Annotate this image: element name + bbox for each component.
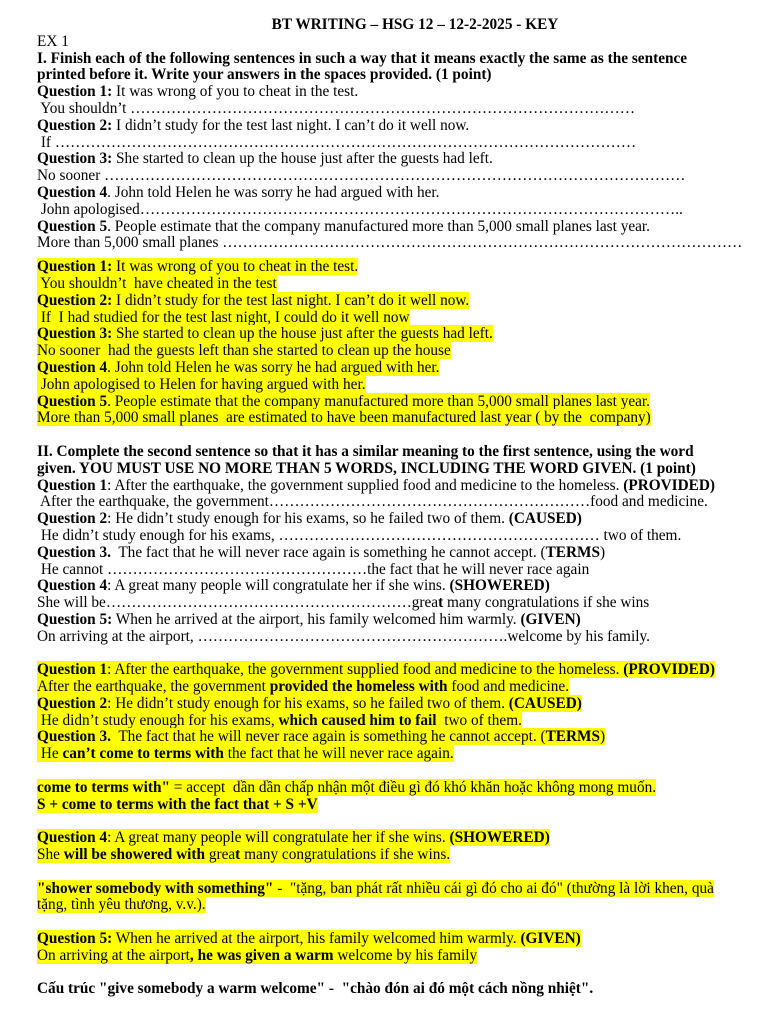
- text-run: grea: [205, 846, 236, 864]
- part-1-question-3-answer-blank: [37, 168, 768, 185]
- text-run: : A great many people will congratulate her if she wins.: [107, 577, 450, 595]
- line-text: [37, 611, 581, 628]
- part-2-key-usage-note: [37, 981, 768, 998]
- text-run: ): [600, 728, 606, 746]
- highlighted-text: [37, 661, 715, 678]
- highlighted-text: [37, 712, 522, 729]
- part-2-key-answer: [37, 713, 768, 730]
- part-1-question-3: [37, 151, 768, 168]
- part-1-question-4: [37, 185, 768, 202]
- part-2-question-5: [37, 612, 768, 629]
- text-run: . People estimate that the company manufactured more than 5,000 small planes last year.: [107, 217, 650, 235]
- line-text: [37, 510, 582, 527]
- text-run: After the earthquake, the government………………………………………………………food and medicine.: [37, 493, 708, 511]
- highlighted-text: [37, 829, 550, 846]
- part-1-key-answer-3: [37, 343, 768, 360]
- text-run: When he arrived at the airport, his family welcomed him warmly.: [112, 610, 521, 628]
- highlighted-text: [37, 846, 450, 863]
- highlighted-text: [37, 342, 451, 359]
- bold-text-run: Question 3.: [37, 543, 111, 561]
- part-2-question-4-answer-blank: [37, 595, 768, 612]
- line-text: [37, 134, 636, 151]
- part-2-key-question: [37, 729, 768, 746]
- text-run: When he arrived at the airport, his family welcomed him warmly.: [112, 930, 521, 948]
- text-run: On arriving at the airport: [37, 946, 190, 964]
- part-1-exercise-section: [37, 51, 768, 253]
- part-2-key-answer: [37, 948, 768, 965]
- part-1-answer-key: [37, 259, 768, 427]
- text-run: I didn’t study for the test last night. I can’t do it well now.: [112, 116, 470, 134]
- text-run: More than 5,000 small planes …………………………………………………………………………………………: [37, 234, 743, 252]
- part-2-key-answer: [37, 847, 768, 864]
- line-text: [37, 980, 593, 997]
- part-1-key-answer-4: [37, 377, 768, 394]
- part-2-key-answer: [37, 679, 768, 696]
- text-run: : A great many people will congratulate her if she wins.: [107, 829, 450, 847]
- document-title: BT WRITING – HSG 12 – 12-2-2025 - KEY: [271, 16, 559, 33]
- line-text: [37, 218, 650, 235]
- bold-text-run: given. YOU MUST USE NO MORE THAN 5 WORDS, INCLUDING THE WORD GIVEN. (1 point): [37, 459, 696, 477]
- part-2-key-note-line: [37, 897, 768, 914]
- part-1-instruction-line: [37, 51, 768, 68]
- bold-text-run: Question 5: [37, 392, 108, 410]
- line-text: [37, 493, 708, 510]
- part-1-key-answer-5: [37, 410, 768, 427]
- bold-text-run: I. Finish each of the following sentences in such a way that it means exactly the same as the sentence: [37, 49, 688, 67]
- bold-text-run: TERMS: [545, 543, 601, 561]
- part-1-instruction: [37, 51, 768, 85]
- bold-text-run: "shower somebody with something": [37, 879, 274, 897]
- part-2-instruction: [37, 444, 768, 478]
- text-run: : After the earthquake, the government supplied food and medicine to the homeless.: [107, 661, 624, 679]
- highlighted-text: [37, 292, 469, 309]
- line-text: [37, 66, 492, 83]
- bold-text-run: Question 4: [37, 577, 108, 595]
- line-text: [37, 460, 696, 477]
- bold-text-run: Question 3.: [37, 728, 111, 746]
- text-run: He didn’t study enough for his exams,: [37, 711, 279, 729]
- line-text: [37, 50, 687, 67]
- bold-text-run: Question 1:: [37, 83, 113, 101]
- bold-text-run: Question 3:: [37, 150, 113, 168]
- part-2-question-1: [37, 478, 768, 495]
- bold-text-run: Question 4: [37, 183, 108, 201]
- bold-text-run: Question 5: [37, 217, 108, 235]
- text-run: She started to clean up the house just after the guests had left.: [112, 150, 493, 168]
- text-run: - "tặng, ban phát rất nhiều cái gì đó cho ai đó" (thường là lời khen, quà: [273, 879, 714, 897]
- highlighted-text: [37, 745, 454, 762]
- line-text: [37, 443, 694, 460]
- exercise-label: EX 1: [37, 32, 69, 50]
- bold-text-run: Question 1:: [37, 258, 113, 276]
- part-2-question-3-answer-blank: [37, 562, 768, 579]
- line-text: [37, 577, 550, 594]
- bold-text-run: Question 2:: [37, 116, 113, 134]
- text-run: It was wrong of you to cheat in the test.: [112, 258, 359, 276]
- bold-text-run: (PROVIDED): [623, 661, 716, 679]
- bold-text-run: (CAUSED): [508, 694, 582, 712]
- line-text: [37, 117, 469, 134]
- highlighted-text: [37, 376, 366, 393]
- highlighted-text: [37, 796, 318, 813]
- bold-text-run: Question 2: [37, 510, 108, 528]
- text-run: food and medicine.: [447, 678, 570, 696]
- text-run: After the earthquake, the government: [37, 678, 270, 696]
- bold-text-run: come to terms with": [37, 778, 170, 796]
- line-text: [37, 561, 589, 578]
- text-run: She: [37, 846, 64, 864]
- part-1-question-5: [37, 219, 768, 236]
- text-run: No sooner had the guests left than she started to clean up the house: [37, 342, 451, 360]
- bold-text-run: Cấu trúc "give somebody a warm welcome" - "chào đón ai đó một cách nồng nhiệt".: [37, 980, 594, 998]
- text-run: He cannot ……………………………………………the fact that he will never race again: [37, 560, 590, 578]
- line-text: [37, 527, 681, 544]
- text-run: : He didn’t study enough for his exams, so he failed two of them.: [107, 510, 509, 528]
- text-run: No sooner ……………………………………………………………………………………………………: [37, 167, 686, 185]
- text-run: . John told Helen he was sorry he had argued with her.: [107, 183, 440, 201]
- part-2-key-note-line: [37, 981, 768, 998]
- part-2-question-2: [37, 511, 768, 528]
- bold-text-run: TERMS: [545, 728, 601, 746]
- bold-text-run: which caused him to fail: [278, 711, 437, 729]
- bold-text-run: (SHOWERED): [449, 829, 550, 847]
- part-2-key-answer-group: [37, 830, 768, 864]
- part-1-key-question-4: [37, 360, 768, 377]
- bold-text-run: Question 3:: [37, 325, 113, 343]
- highlighted-text: [37, 896, 206, 913]
- highlighted-text: [37, 409, 651, 426]
- bold-text-run: , he was given a warm: [189, 946, 334, 964]
- bold-text-run: can’t come to terms with: [62, 745, 224, 763]
- line-text: [37, 83, 358, 100]
- text-run: many congratulations if she wins.: [240, 846, 451, 864]
- bold-text-run: Question 5:: [37, 610, 113, 628]
- highlighted-text: [37, 728, 605, 745]
- part-2-answer-key: [37, 662, 768, 998]
- text-run: If I had studied for the test last night, I could do it well now: [37, 308, 410, 326]
- bold-text-run: Question 2:: [37, 291, 113, 309]
- line-text: [37, 201, 683, 218]
- highlighted-text: [37, 930, 581, 947]
- text-run: . People estimate that the company manufactured more than 5,000 small planes last year.: [107, 392, 650, 410]
- part-2-question-3: [37, 545, 768, 562]
- part-2-key-usage-note: [37, 780, 768, 814]
- part-1-key-question-5: [37, 394, 768, 411]
- line-text: [37, 184, 439, 201]
- part-2-question-5-answer-blank: [37, 629, 768, 646]
- bold-text-run: t: [438, 594, 444, 612]
- line-text: [37, 544, 605, 561]
- text-run: She started to clean up the house just after the guests had left.: [112, 325, 493, 343]
- text-run: You shouldn’t ………………………………………………………………………………………: [37, 99, 636, 117]
- part-1-key-question-2: [37, 293, 768, 310]
- text-run: You shouldn’t have cheated in the test: [37, 274, 277, 292]
- part-1-key-answer-1: [37, 276, 768, 293]
- bold-text-run: (GIVEN): [520, 930, 581, 948]
- text-run: The fact that he will never race again is something he cannot accept. (: [110, 543, 546, 561]
- part-1-question-1-answer-blank: [37, 101, 768, 118]
- part-1-key-question-3: [37, 326, 768, 343]
- text-run: John apologised……………………………………………………………………………………………..: [37, 200, 683, 218]
- text-run: John apologised to Helen for having argued with her.: [37, 375, 366, 393]
- part-1-question-5-answer-blank: [37, 235, 768, 252]
- text-run: He didn’t study enough for his exams, ……………………………………………………… two of them.: [37, 526, 682, 544]
- part-2-key-question: [37, 696, 768, 713]
- bold-text-run: (SHOWERED): [449, 577, 550, 595]
- line-text: [37, 167, 685, 184]
- text-run: . John told Helen he was sorry he had argued with her.: [107, 358, 440, 376]
- highlighted-text: [37, 325, 493, 342]
- line-text: [37, 477, 715, 494]
- text-run: It was wrong of you to cheat in the test.: [112, 83, 359, 101]
- part-1-question-1: [37, 84, 768, 101]
- text-run: She will be……………………………………………………grea: [37, 594, 439, 612]
- part-2-key-question: [37, 830, 768, 847]
- part-2-instruction-line: [37, 444, 768, 461]
- highlighted-text: [37, 359, 439, 376]
- bold-text-run: printed before it. Write your answers in the spaces provided. (1 point): [37, 66, 492, 84]
- text-run: The fact that he will never race again is something he cannot accept. (: [110, 728, 546, 746]
- bold-text-run: Question 5:: [37, 930, 113, 948]
- text-run: two of them.: [436, 711, 522, 729]
- bold-text-run: (GIVEN): [520, 610, 581, 628]
- part-2-key-answer: [37, 746, 768, 763]
- bold-text-run: II. Complete the second sentence so that it has a similar meaning to the first sentence, using the word: [37, 442, 694, 460]
- bold-text-run: (CAUSED): [508, 510, 582, 528]
- text-run: ): [600, 543, 606, 561]
- part-2-key-note-line: [37, 797, 768, 814]
- bold-text-run: Question 4: [37, 829, 108, 847]
- highlighted-text: [37, 678, 569, 695]
- text-run: If ……………………………………………………………………………………………………: [37, 133, 637, 151]
- highlighted-text: [37, 695, 582, 712]
- highlighted-text: [37, 309, 410, 326]
- part-1-question-2: [37, 118, 768, 135]
- part-1-key-question-1: [37, 259, 768, 276]
- line-text: [37, 150, 493, 167]
- line-text: [37, 594, 649, 611]
- bold-text-run: Question 1: [37, 476, 108, 494]
- text-run: many congratulations if she wins: [443, 594, 650, 612]
- part-2-instruction-line: [37, 461, 768, 478]
- text-run: He: [37, 745, 63, 763]
- bold-text-run: t: [235, 846, 241, 864]
- text-run: : After the earthquake, the government supplied food and medicine to the homeless.: [107, 476, 624, 494]
- part-2-exercise-section: [37, 444, 768, 646]
- part-1-instruction-line: [37, 67, 768, 84]
- text-run: More than 5,000 small planes are estimated to have been manufactured last year ( by the company): [37, 409, 651, 427]
- highlighted-text: [37, 275, 277, 292]
- bold-text-run: Question 2: [37, 694, 108, 712]
- text-run: the fact that he will never race again.: [223, 745, 454, 763]
- part-1-key-answer-2: [37, 310, 768, 327]
- text-run: = accept dần dần chấp nhận một điều gì đó khó khăn hoặc không mong muốn.: [169, 778, 657, 796]
- part-2-question-1-answer-blank: [37, 494, 768, 511]
- part-2-key-answer-group: [37, 662, 768, 763]
- part-2-key-question: [37, 662, 768, 679]
- highlighted-text: [37, 258, 358, 275]
- line-text: [37, 628, 650, 645]
- bold-text-run: S + come to terms with the fact that + S +V: [37, 795, 318, 813]
- part-2-key-answer-group: [37, 931, 768, 965]
- text-run: welcome by his family: [333, 946, 478, 964]
- highlighted-text: [37, 880, 714, 897]
- line-text: [37, 234, 742, 251]
- highlighted-text: [37, 393, 650, 410]
- text-run: On arriving at the airport, …………………………………………………….welcome by his family.: [37, 627, 650, 645]
- bold-text-run: (PROVIDED): [623, 476, 716, 494]
- bold-text-run: Question 1: [37, 661, 108, 679]
- highlighted-text: [37, 947, 477, 964]
- bold-text-run: will be showered with: [63, 846, 206, 864]
- line-text: [37, 100, 635, 117]
- text-run: tặng, tình yêu thương, v.v.).: [37, 896, 206, 914]
- part-2-key-usage-note: [37, 881, 768, 915]
- bold-text-run: Question 4: [37, 358, 108, 376]
- part-2-key-question: [37, 931, 768, 948]
- bold-text-run: provided the homeless with: [269, 678, 448, 696]
- part-2-question-4: [37, 578, 768, 595]
- part-1-question-2-answer-blank: [37, 135, 768, 152]
- part-2-questions: [37, 478, 768, 646]
- text-run: : He didn’t study enough for his exams, so he failed two of them.: [107, 694, 509, 712]
- text-run: I didn’t study for the test last night. I can’t do it well now.: [112, 291, 470, 309]
- part-2-key-note-line: [37, 881, 768, 898]
- part-1-question-4-answer-blank: [37, 202, 768, 219]
- part-2-key-note-line: [37, 780, 768, 797]
- part-2-question-2-answer-blank: [37, 528, 768, 545]
- part-1-questions: [37, 84, 768, 252]
- highlighted-text: [37, 779, 656, 796]
